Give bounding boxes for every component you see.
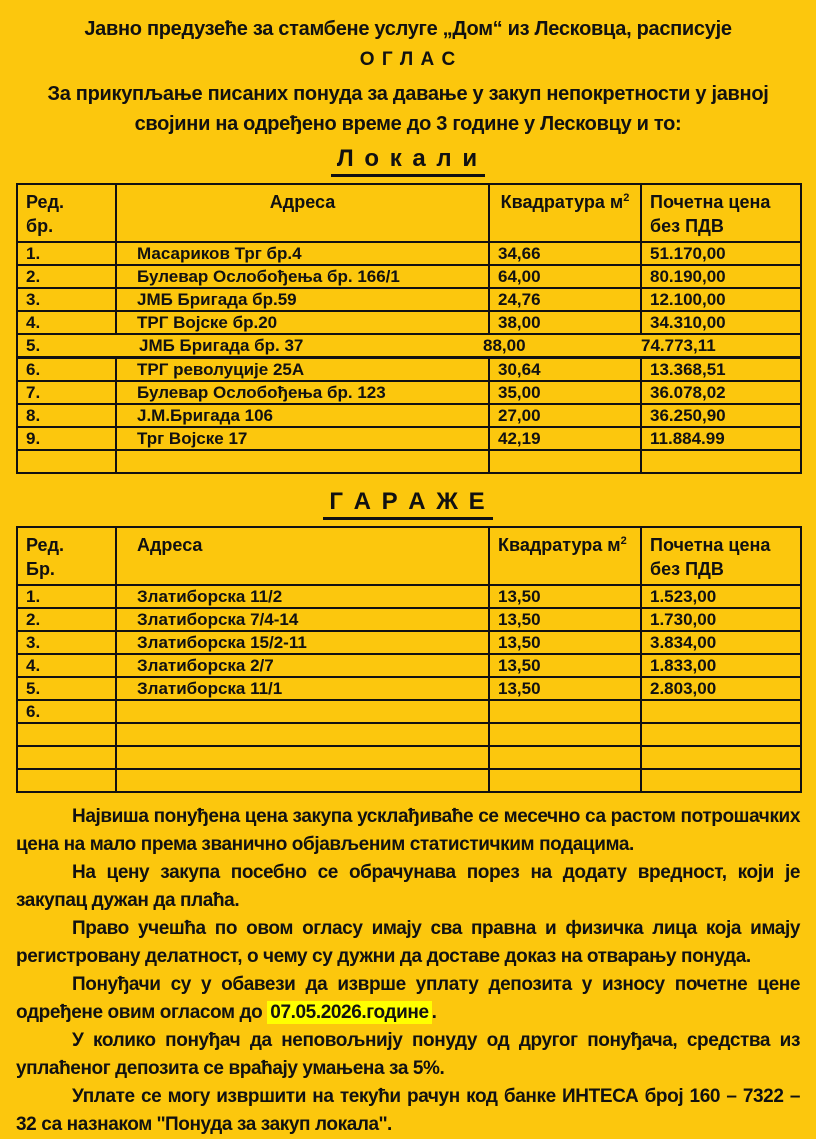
cell-address: Златиборска 11/1 xyxy=(116,677,489,700)
cell-address xyxy=(116,746,489,769)
cell-number: 1. xyxy=(17,242,116,265)
table-row-merged xyxy=(17,334,801,358)
cell-area xyxy=(489,450,641,473)
cell-price xyxy=(641,746,801,769)
table-row-empty xyxy=(17,723,801,746)
locals-table xyxy=(16,183,802,474)
cell-address: Златиборска 7/4-14 xyxy=(116,608,489,631)
cell-number: 4. xyxy=(17,311,116,334)
garages-header-row xyxy=(17,527,801,585)
area-header-sup: 2 xyxy=(623,192,630,204)
col-header-address: Адреса xyxy=(116,527,489,585)
col-header-price-line2: без ПДВ xyxy=(650,559,724,579)
paragraph-bank-account: Уплате се могу извршити на текући рачун код банке ИНТЕСА број 160 – 7322 – 32 са назнаком ''Понуда за закуп локала''. xyxy=(16,1086,800,1135)
cell-price: 36.250,90 xyxy=(641,404,801,427)
locals-title-text: Л о к а л и xyxy=(331,145,485,177)
cell-price: 3.834,00 xyxy=(641,631,801,654)
cell-area: 88,00 xyxy=(483,336,526,355)
cell-price: 51.170,00 xyxy=(641,242,801,265)
paragraph-deposit-refund: У колико понуђач да неповољнију понуду од другог понуђача, средства из уплаћеног депозита се враћају умањена за 5%. xyxy=(16,1030,800,1079)
cell-number: 4. xyxy=(17,654,116,677)
cell-area xyxy=(489,723,641,746)
cell-address: Златиборска 11/2 xyxy=(116,585,489,608)
cell-address: Булевар Ослобођења бр. 123 xyxy=(116,381,489,404)
col-header-price xyxy=(641,184,801,242)
table-row xyxy=(17,358,801,382)
garages-section-title xyxy=(16,488,800,520)
col-header-price xyxy=(641,527,801,585)
paragraph-price-indexing: Највиша понуђена цена закупа усклађиваће се месечно са растом потрошачких цена на мало према званично објављеним статистичким подацима. xyxy=(16,806,800,855)
cell-number: 2. xyxy=(17,608,116,631)
table-row xyxy=(17,404,801,427)
table-row xyxy=(17,311,801,334)
col-header-number-line2: бр. xyxy=(26,216,54,236)
merged-row-cell xyxy=(17,334,801,358)
table-row-empty xyxy=(17,769,801,792)
table-row xyxy=(17,654,801,677)
merged-row-content xyxy=(18,336,800,356)
area-header-sup: 2 xyxy=(620,535,627,547)
col-header-area xyxy=(489,184,641,242)
cell-number xyxy=(17,450,116,473)
cell-price: 12.100,00 xyxy=(641,288,801,311)
table-row xyxy=(17,381,801,404)
paragraph-eligibility: Право учешћа по овом огласу имају сва правна и физичка лица која имају регистровану делатност, о чему су дужни да доставе доказ на отварању понуда. xyxy=(16,918,800,967)
cell-area: 13,50 xyxy=(489,631,641,654)
cell-area xyxy=(489,746,641,769)
cell-price: 2.803,00 xyxy=(641,677,801,700)
table-row xyxy=(17,700,801,723)
subtitle-line-1: За прикупљање писаних понуда за давање у закуп непокретности у јавној xyxy=(47,83,769,105)
table-row xyxy=(17,242,801,265)
paragraph-vat: На цену закупа посебно се обрачунава порез на додату вредност, који је закупац дужан да плаћа. xyxy=(16,862,800,911)
document-header xyxy=(16,18,800,139)
cell-address xyxy=(116,700,489,723)
cell-address: ЈМБ Бригада бр.59 xyxy=(116,288,489,311)
col-header-price-line1: Почетна цена xyxy=(650,535,771,555)
locals-section-title xyxy=(16,145,800,177)
table-row-empty xyxy=(17,746,801,769)
paragraph-deposit-deadline xyxy=(16,971,800,1027)
issuer-line: Јавно предузеће за стамбене услуге „Дом“ из Лесковца, расписује xyxy=(84,18,732,40)
deadline-date-highlight: 07.05.2026.године xyxy=(267,1001,431,1024)
cell-address xyxy=(116,450,489,473)
cell-number: 3. xyxy=(17,288,116,311)
garages-table xyxy=(16,526,802,793)
cell-price xyxy=(641,700,801,723)
cell-area: 34,66 xyxy=(489,242,641,265)
col-header-price-line2: без ПДВ xyxy=(650,216,724,236)
cell-price: 11.884.99 xyxy=(641,427,801,450)
cell-price: 36.078,02 xyxy=(641,381,801,404)
col-header-price-line1: Почетна цена xyxy=(650,192,771,212)
table-row-empty xyxy=(17,450,801,473)
cell-number: 5. xyxy=(26,336,41,355)
cell-address xyxy=(116,769,489,792)
col-header-number xyxy=(17,527,116,585)
cell-price: 1.730,00 xyxy=(641,608,801,631)
cell-number xyxy=(17,746,116,769)
table-row xyxy=(17,427,801,450)
cell-price: 13.368,51 xyxy=(641,358,801,382)
cell-area: 27,00 xyxy=(489,404,641,427)
col-header-number-line1: Ред. xyxy=(26,192,64,212)
cell-area: 13,50 xyxy=(489,608,641,631)
cell-area: 24,76 xyxy=(489,288,641,311)
cell-number: 9. xyxy=(17,427,116,450)
cell-price xyxy=(641,769,801,792)
deadline-text-after: . xyxy=(431,1002,437,1023)
cell-area: 42,19 xyxy=(489,427,641,450)
table-row xyxy=(17,608,801,631)
col-header-area xyxy=(489,527,641,585)
cell-address: ЈМБ Бригада бр. 37 xyxy=(139,336,304,355)
terms-text-block xyxy=(16,803,800,1139)
cell-price: 1.523,00 xyxy=(641,585,801,608)
table-row xyxy=(17,677,801,700)
cell-area xyxy=(489,769,641,792)
cell-address: ТРГ револуције 25А xyxy=(116,358,489,382)
col-header-number-line1: Ред. xyxy=(26,535,64,555)
cell-area: 13,50 xyxy=(489,585,641,608)
cell-address: Златиборска 15/2-11 xyxy=(116,631,489,654)
cell-number xyxy=(17,723,116,746)
deadline-text-before: Понуђачи су у обавези да изврше уплату депозита у износу почетне цене одређене овим огласом до xyxy=(16,974,800,1023)
locals-header-row xyxy=(17,184,801,242)
cell-area: 35,00 xyxy=(489,381,641,404)
cell-area: 38,00 xyxy=(489,311,641,334)
cell-address: Масариков Трг бр.4 xyxy=(116,242,489,265)
cell-address: Ј.М.Бригада 106 xyxy=(116,404,489,427)
area-header-base: Квадратура м xyxy=(498,535,621,555)
announcement-subtitle xyxy=(16,79,800,139)
cell-address: Трг Војске 17 xyxy=(116,427,489,450)
oglas-title: О Г Л А С xyxy=(359,49,457,70)
table-row xyxy=(17,265,801,288)
cell-price xyxy=(641,723,801,746)
cell-address: Златиборска 2/7 xyxy=(116,654,489,677)
cell-area: 13,50 xyxy=(489,677,641,700)
col-header-number-line2: Бр. xyxy=(26,559,55,579)
subtitle-line-2: својини на одређено време до 3 године у Лесковцу и то: xyxy=(134,113,682,135)
cell-price: 74.773,11 xyxy=(641,336,716,355)
garages-title-text: Г А Р А Ж Е xyxy=(323,488,492,520)
area-header-base: Квадратура м xyxy=(500,192,624,212)
col-header-number xyxy=(17,184,116,242)
cell-number: 3. xyxy=(17,631,116,654)
cell-area: 64,00 xyxy=(489,265,641,288)
cell-area xyxy=(489,700,641,723)
cell-area: 30,64 xyxy=(489,358,641,382)
cell-address: Булевар Ослобођења бр. 166/1 xyxy=(116,265,489,288)
cell-price: 1.833,00 xyxy=(641,654,801,677)
col-header-address: Адреса xyxy=(116,184,489,242)
cell-area: 13,50 xyxy=(489,654,641,677)
cell-number: 7. xyxy=(17,381,116,404)
cell-number: 2. xyxy=(17,265,116,288)
cell-price: 80.190,00 xyxy=(641,265,801,288)
table-row xyxy=(17,585,801,608)
cell-number xyxy=(17,769,116,792)
table-row xyxy=(17,288,801,311)
cell-address xyxy=(116,723,489,746)
cell-number: 1. xyxy=(17,585,116,608)
cell-price: 34.310,00 xyxy=(641,311,801,334)
cell-number: 6. xyxy=(17,358,116,382)
cell-address: ТРГ Војске бр.20 xyxy=(116,311,489,334)
cell-number: 5. xyxy=(17,677,116,700)
cell-number: 8. xyxy=(17,404,116,427)
cell-number: 6. xyxy=(17,700,116,723)
cell-price xyxy=(641,450,801,473)
table-row xyxy=(17,631,801,654)
